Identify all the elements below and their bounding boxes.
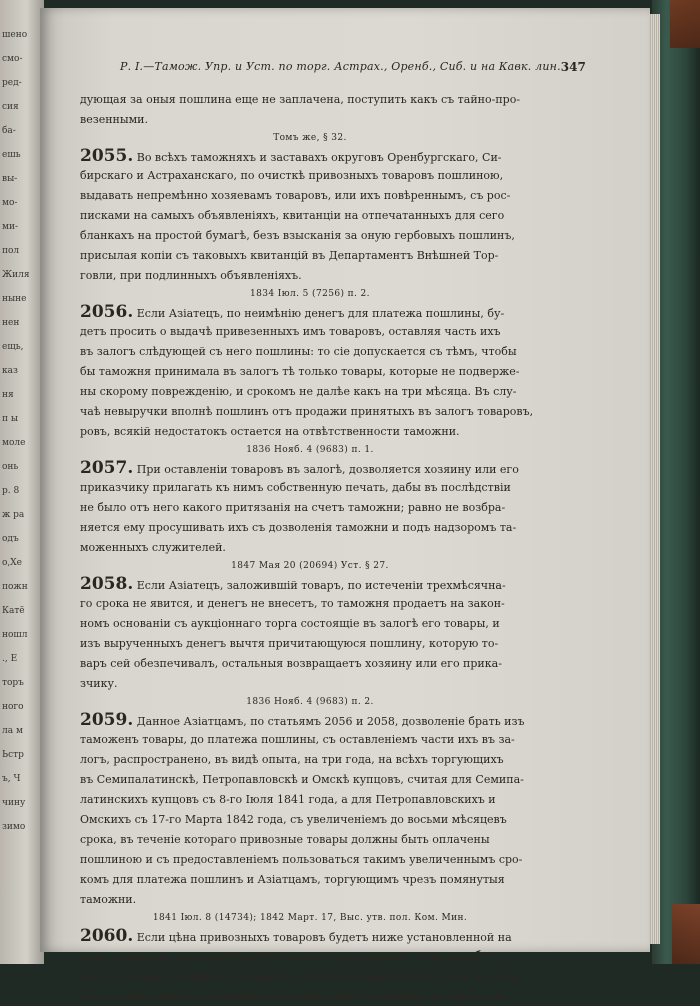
left-page-text: смо- — [2, 54, 23, 64]
article — [80, 302, 540, 458]
article-line: бланкахъ на простой бумагѣ, безъ взысканія за оную гербовыхъ пошлинъ, — [80, 229, 515, 242]
left-page-text: ня — [2, 390, 14, 400]
left-page-text: пол — [2, 246, 20, 256]
left-page-text: каз — [2, 366, 18, 376]
article — [80, 146, 540, 302]
article-line: писками на самыхъ объявленіяхъ, квитанціи на отпечатанныхъ для сего — [80, 209, 505, 222]
article-line: Омскихъ съ 17-го Марта 1842 года, съ увеличеніемъ до восьми мѣсяцевъ — [80, 813, 507, 826]
article-text: Если Азіатецъ, заложившій товаръ, по истеченіи трехмѣсячна- — [136, 579, 506, 592]
left-page-text: Жиля — [2, 270, 30, 280]
left-page-text: Ьстр — [2, 750, 24, 760]
article-line: срока, въ теченіе котораго привозные товары должны быть оплачены — [80, 833, 490, 846]
citation: 1847 Мая 20 (20694) Уст. § 27. — [231, 561, 389, 571]
article-line: зчику. — [80, 677, 118, 690]
article-text: Если цѣна привозныхъ товаровъ будетъ ниже установленной на — [136, 931, 512, 944]
article-first-line — [80, 458, 540, 478]
left-page-text: нен — [2, 318, 20, 328]
article-line: оные пошлины, и купцы станутъ отъ нихъ отказываться, то въ подоб- — [80, 949, 486, 962]
article-line: номъ основаніи съ аукціоннаго торга состоящіе въ залогѣ его товары, и — [80, 617, 500, 630]
article — [80, 710, 540, 926]
cover-corner-top — [670, 0, 700, 48]
left-page-text: онь — [2, 462, 19, 472]
left-page-text: мо- — [2, 198, 18, 208]
article-line: ровъ, всякій недостатокъ остается на отвѣтственности таможни. — [80, 425, 460, 438]
article-line: говли, при подлинныхъ объявленіяхъ. — [80, 269, 302, 282]
article-line: варъ сей обезпечивалъ, остальныя возвращаетъ хозяину или его прика- — [80, 657, 502, 670]
left-page-text: зимо — [2, 822, 26, 832]
article-text: Во всѣхъ таможняхъ и заставахъ округовъ Оренбургскаго, Си- — [136, 151, 502, 164]
page-number: 347 — [560, 60, 586, 74]
citation: 1841 Іюл. 8 (14734); 1842 Март. 17, Выс. утв. пол. Ком. Мин. — [152, 913, 468, 923]
citation: 1834 Іюл. 5 (7256) п. 2. — [250, 289, 370, 299]
article-first-line — [80, 710, 540, 730]
left-page-text: ныне — [2, 294, 27, 304]
article-line: ныхъ случаяхъ таможня обязывается хозяина подпискою въ томъ, что онъ — [80, 969, 518, 982]
left-page-text: ного — [2, 702, 24, 712]
left-page-text: ред- — [2, 78, 22, 88]
article-first-line — [80, 574, 540, 594]
article-line: присылая копіи съ таковыхъ квитанцій въ Департаментъ Внѣшней Тор- — [80, 249, 499, 262]
article-number: 2058. — [80, 574, 134, 594]
left-page-text: п ы — [2, 414, 19, 424]
intro-line: дующая за оныя пошлина еще не заплачена, поступить какъ съ тайно-про- — [80, 93, 521, 106]
article-line: пошлиною и съ предоставленіемъ пользоваться такимъ увеличеннымъ сро- — [80, 853, 523, 866]
running-title: Р. І.—Тамож. Упр. и Уст. по торг. Астрах., Оренб., Сиб. и на Кавк. лин. — [120, 60, 561, 73]
running-header — [120, 60, 586, 74]
left-page-text: шено — [2, 30, 28, 40]
article-line: не было отъ него какого притязанія на счетъ таможни; равно не возбра- — [80, 501, 506, 514]
left-page-text: ба- — [2, 126, 16, 136]
left-page-text: ношл — [2, 630, 28, 640]
article-number: 2059. — [80, 710, 134, 730]
left-page-text: ъ, Ч — [2, 774, 21, 784]
article-line: въ залогъ слѣдующей съ него пошлины: то сіе допускается съ тѣмъ, чтобы — [80, 345, 517, 358]
left-page-text: р. 8 — [2, 486, 20, 496]
cover-corner-bottom — [672, 904, 700, 964]
article-line: выдавать непремѣнно хозяевамъ товаровъ, или ихъ повѣреннымъ, съ рос- — [80, 189, 511, 202]
article-text: При оставленіи товаровъ въ залогѣ, дозволяется хозяину или его — [136, 463, 519, 476]
left-page-text: сия — [2, 102, 19, 112]
article-line: го срока не явится, и денегъ не внесетъ, то таможня продаетъ на закон- — [80, 597, 505, 610]
article-line: изъ вырученныхъ денегъ вычтя причитающуюся пошлину, которую то- — [80, 637, 499, 650]
article-first-line — [80, 926, 540, 946]
left-page-text: Катё — [2, 606, 25, 616]
article-number: 2056. — [80, 302, 134, 322]
left-page-text: ми- — [2, 222, 19, 232]
citation: Томъ же, § 32. — [273, 133, 347, 143]
article-line: латинскихъ купцовъ съ 8-го Іюля 1841 года, а для Петропавловскихъ и — [80, 793, 496, 806]
left-page-text: ешь — [2, 150, 21, 160]
article-first-line — [80, 302, 540, 322]
intro-line: везенными. — [80, 113, 149, 126]
left-page-text: о,Хе — [2, 558, 23, 568]
article-line: приказчику прилагать къ нимъ собственную печать, дабы въ послѣдствіи — [80, 481, 511, 494]
left-page-text: ж ра — [2, 510, 25, 520]
article-line: бирскаго и Астраханскаго, по очисткѣ привозныхъ товаровъ пошлиною, — [80, 169, 504, 182]
article-line: чаѣ невыручки вполнѣ пошлинъ отъ продажи принятыхъ въ залогъ товаровъ, — [80, 405, 534, 418]
article-line: таможни. — [80, 893, 137, 906]
left-page-text: одъ — [2, 534, 19, 544]
left-page-fragment — [0, 0, 44, 964]
article-line: ны скорому поврежденію, и срокомъ не далѣе какъ на три мѣсяца. Въ слу- — [80, 385, 517, 398]
article-line: комъ для платежа пошлинъ и Азіатцамъ, торгующимъ чрезъ помянутыя — [80, 873, 505, 886]
citation: 1836 Нояб. 4 (9683) п. 2. — [246, 697, 374, 707]
left-page-text: чину — [2, 798, 26, 808]
article-line: няется ему просушивать ихъ съ дозволенія таможни и подъ надзоромъ та- — [80, 521, 517, 534]
article — [80, 926, 540, 1006]
citation: 1836 Нояб. 4 (9683) п. 1. — [246, 445, 374, 455]
left-page-text: торъ — [2, 678, 24, 688]
article-text: Данное Азіатцамъ, по статьямъ 2056 и 2058, дозволеніе брать изъ — [136, 715, 525, 728]
left-page-text: вы- — [2, 174, 18, 184]
article-number: 2060. — [80, 926, 134, 946]
article-line: товаръ свой уступаетъ совершенно казнѣ вмѣсто пошлины, не требуя въ — [80, 989, 505, 1002]
left-page-text: ., Е — [2, 654, 18, 664]
article-line: моженныхъ служителей. — [80, 541, 226, 554]
article-line: таможенъ товары, до платежа пошлины, съ оставленіемъ части ихъ въ за- — [80, 733, 515, 746]
page-body-text — [80, 90, 540, 1006]
left-page-text: моле — [2, 438, 26, 448]
article-line: детъ просить о выдачѣ привезенныхъ имъ товаровъ, оставляя часть ихъ — [80, 325, 501, 338]
article-number: 2057. — [80, 458, 134, 478]
article-text: Если Азіатецъ, по неимѣнію денегъ для платежа пошлины, бу- — [136, 307, 505, 320]
left-page-text: ещь, — [2, 342, 24, 352]
left-page-text: ла м — [2, 726, 23, 736]
article-line: въ Семипалатинскѣ, Петропавловскѣ и Омскѣ купцовъ, считая для Семипа- — [80, 773, 524, 786]
article-number: 2055. — [80, 146, 134, 166]
article-line: бы таможня принимала въ залогъ тѣ только товары, которые не подверже- — [80, 365, 520, 378]
article-line: логъ, распространено, въ видѣ опыта, на три года, на всѣхъ торгующихъ — [80, 753, 504, 766]
left-page-text: пожн — [2, 582, 28, 592]
article — [80, 458, 540, 574]
article — [80, 574, 540, 710]
article-first-line — [80, 146, 540, 166]
